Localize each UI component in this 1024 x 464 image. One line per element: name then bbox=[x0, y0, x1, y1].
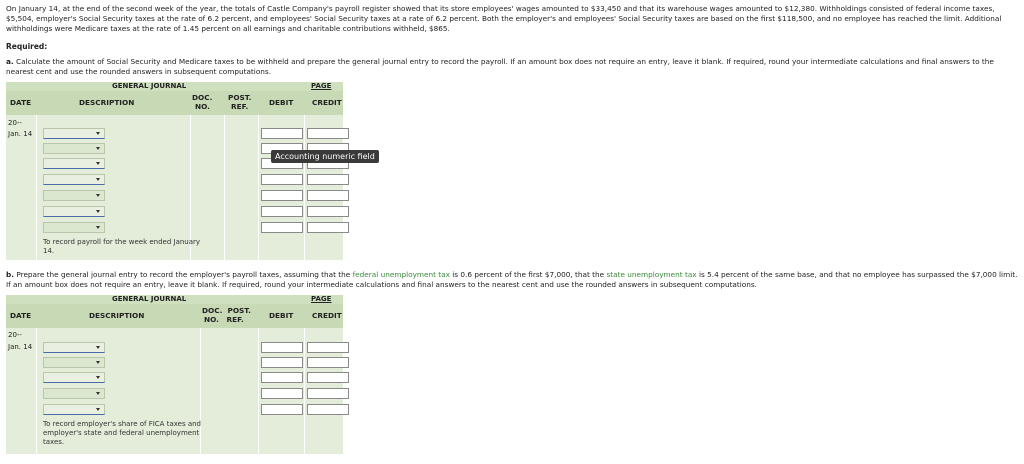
journal-title-row bbox=[6, 295, 343, 304]
chevron-down-icon bbox=[96, 210, 100, 213]
column-divider bbox=[36, 328, 37, 454]
journal-year: 20-- bbox=[8, 331, 22, 339]
account-dropdown[interactable] bbox=[43, 222, 105, 233]
credit-field[interactable] bbox=[307, 357, 349, 368]
debit-field[interactable] bbox=[261, 388, 303, 399]
question-b bbox=[6, 270, 1020, 290]
account-dropdown[interactable] bbox=[43, 128, 105, 139]
account-dropdown[interactable] bbox=[43, 174, 105, 185]
column-divider bbox=[36, 115, 37, 260]
credit-field[interactable] bbox=[307, 190, 349, 201]
question-a-text: Calculate the amount of Social Security and Medicare taxes to be withheld and prepare the general journal entry to record the payroll. If an amount box does not require an entry, leave it blank. If required, round your intermediate calculations and final answers to the nearest cent and use the rounded answers in subsequent computations. bbox=[6, 57, 994, 77]
header-no-ref: NO. REF. bbox=[204, 315, 244, 324]
state-unemployment-tax-link[interactable]: state unemployment tax bbox=[606, 270, 697, 279]
account-dropdown[interactable] bbox=[43, 404, 105, 415]
debit-field[interactable] bbox=[261, 372, 303, 383]
general-journal-b bbox=[6, 295, 343, 454]
debit-field[interactable] bbox=[261, 357, 303, 368]
account-dropdown[interactable] bbox=[43, 372, 105, 383]
header-credit: CREDIT bbox=[312, 311, 342, 320]
column-divider bbox=[304, 328, 305, 454]
debit-field[interactable] bbox=[261, 206, 303, 217]
credit-field[interactable] bbox=[307, 404, 349, 415]
question-b-text-2: is 0.6 percent of the first $7,000, that the bbox=[452, 270, 605, 279]
question-a bbox=[6, 57, 1020, 77]
debit-field[interactable] bbox=[261, 190, 303, 201]
header-ref: REF. bbox=[231, 102, 249, 111]
question-b-text-3: is 5.4 percent of the same base, and that no employee has surpassed the $7,000 limit. If an amount box does not require an entry, leave it blank. If required, round your intermediate calculations and final answers to the nearest cent and use the rounded answers in subsequent computations. bbox=[6, 270, 1018, 290]
federal-unemployment-tax-link[interactable]: federal unemployment tax bbox=[352, 270, 450, 279]
header-description: DESCRIPTION bbox=[79, 98, 135, 107]
question-a-prefix: a. bbox=[6, 57, 14, 66]
chevron-down-icon bbox=[96, 147, 100, 150]
column-divider bbox=[224, 115, 225, 260]
problem-intro: On January 14, at the end of the second week of the year, the totals of Castle Company's payroll register showed that its store employees' wages amounted to $33,450 and that its warehouse wages amounted to $12,380. Withholdings consisted of federal income taxes, $5,504, employer's Social Security taxes at the rate of 6.2 percent, and employees' Social Security taxes at a rate of 6.2 percent. Both the employer's and employees' Social Security taxes are based on the first $118,500, and no employee has reached the limit. Additional withholdings were Medicare taxes at the rate of 1.45 percent on all earnings and charitable contributions withheld, $865. bbox=[6, 4, 1002, 34]
journal-year: 20-- bbox=[8, 119, 22, 127]
account-dropdown[interactable] bbox=[43, 206, 105, 217]
chevron-down-icon bbox=[96, 178, 100, 181]
question-b-text-1: Prepare the general journal entry to record the employer's payroll taxes, assuming that the bbox=[16, 270, 351, 279]
question-b-prefix: b. bbox=[6, 270, 14, 279]
column-divider bbox=[258, 328, 259, 454]
journal-memo: To record employer's share of FICA taxes and employer's state and federal unemployment taxes. bbox=[43, 420, 202, 446]
header-doc-post: DOC. POST. bbox=[202, 306, 251, 315]
chevron-down-icon bbox=[96, 194, 100, 197]
journal-title: GENERAL JOURNAL bbox=[112, 82, 187, 90]
account-dropdown[interactable] bbox=[43, 342, 105, 353]
credit-field[interactable] bbox=[307, 128, 349, 139]
chevron-down-icon bbox=[96, 132, 100, 135]
account-dropdown[interactable] bbox=[43, 190, 105, 201]
header-date: DATE bbox=[10, 98, 32, 107]
journal-date: Jan. 14 bbox=[8, 343, 33, 351]
column-divider bbox=[304, 115, 305, 260]
field-tooltip: Accounting numeric field bbox=[271, 150, 379, 163]
header-description: DESCRIPTION bbox=[89, 311, 145, 320]
chevron-down-icon bbox=[96, 346, 100, 349]
journal-page-label: PAGE bbox=[311, 295, 332, 303]
account-dropdown[interactable] bbox=[43, 158, 105, 169]
journal-header bbox=[6, 91, 343, 115]
required-label: Required: bbox=[6, 42, 48, 51]
debit-field[interactable] bbox=[261, 128, 303, 139]
header-post: POST. bbox=[228, 93, 252, 102]
header-date: DATE bbox=[10, 311, 32, 320]
header-no: NO. bbox=[195, 102, 210, 111]
journal-memo: To record payroll for the week ended January 14. bbox=[43, 238, 201, 255]
credit-field[interactable] bbox=[307, 174, 349, 185]
journal-title: GENERAL JOURNAL bbox=[112, 295, 187, 303]
debit-field[interactable] bbox=[261, 342, 303, 353]
credit-field[interactable] bbox=[307, 206, 349, 217]
journal-title-row bbox=[6, 82, 343, 91]
journal-header bbox=[6, 304, 343, 328]
credit-field[interactable] bbox=[307, 388, 349, 399]
account-dropdown[interactable] bbox=[43, 357, 105, 368]
journal-date: Jan. 14 bbox=[8, 130, 33, 138]
header-credit: CREDIT bbox=[312, 98, 342, 107]
chevron-down-icon bbox=[96, 392, 100, 395]
credit-field[interactable] bbox=[307, 342, 349, 353]
chevron-down-icon bbox=[96, 361, 100, 364]
general-journal-a bbox=[6, 82, 343, 260]
credit-field[interactable] bbox=[307, 372, 349, 383]
debit-field[interactable] bbox=[261, 222, 303, 233]
chevron-down-icon bbox=[96, 376, 100, 379]
account-dropdown[interactable] bbox=[43, 143, 105, 154]
debit-field[interactable] bbox=[261, 404, 303, 415]
header-debit: DEBIT bbox=[269, 98, 294, 107]
account-dropdown[interactable] bbox=[43, 388, 105, 399]
chevron-down-icon bbox=[96, 226, 100, 229]
journal-page-label: PAGE bbox=[311, 82, 332, 90]
column-divider bbox=[258, 115, 259, 260]
credit-field[interactable] bbox=[307, 222, 349, 233]
header-doc: DOC. bbox=[192, 93, 213, 102]
chevron-down-icon bbox=[96, 162, 100, 165]
header-debit: DEBIT bbox=[269, 311, 294, 320]
chevron-down-icon bbox=[96, 408, 100, 411]
debit-field[interactable] bbox=[261, 174, 303, 185]
